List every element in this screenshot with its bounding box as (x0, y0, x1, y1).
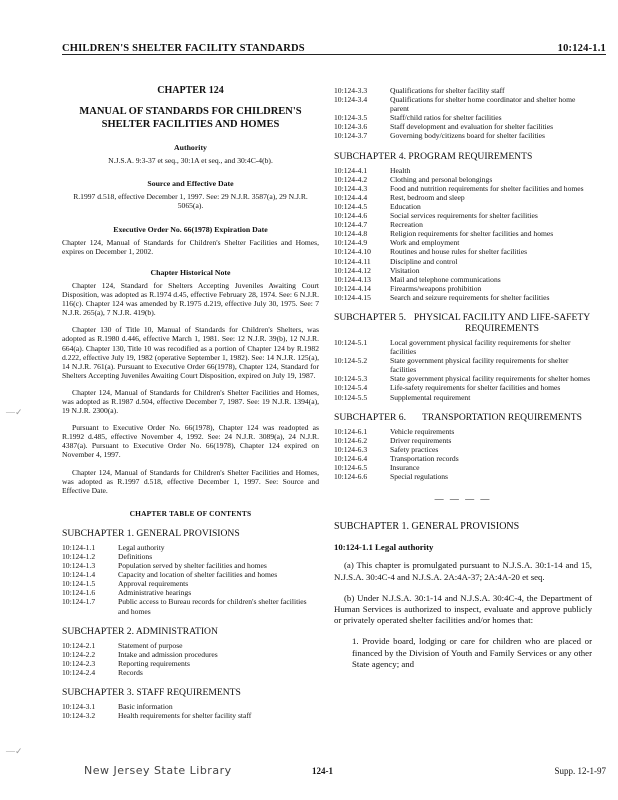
toc-list (62, 543, 319, 616)
history-heading: Chapter Historical Note (150, 267, 231, 277)
toc-entry: 10:124-1.7 Public access to Bureau records for children's shelter facilities and homes (62, 597, 307, 616)
toc-list (334, 166, 592, 302)
toc-subchapter-5: SUBCHAPTER 5. PHYSICAL FACILITY AND LIFE-SAFETY REQUIREMENTS (334, 311, 591, 334)
header-title: CHILDREN'S SHELTER FACILITY STANDARDS (62, 43, 305, 54)
toc-subchapter-1: SUBCHAPTER 1. GENERAL PROVISIONS (62, 527, 240, 539)
toc-entry: 10:124-4.10 Routines and house rules for shelter facilities (334, 247, 528, 257)
toc-entry: 10:124-4.13 Mail and telephone communications (334, 274, 501, 284)
body-subchapter-heading: SUBCHAPTER 1. GENERAL PROVISIONS (334, 521, 520, 533)
toc-subchapter-6: SUBCHAPTER 6. TRANSPORTATION REQUIREMENTS (334, 411, 582, 423)
left-column (62, 66, 319, 720)
source-text: R.1997 d.518, effective December 1, 1997. See: 29 N.J.R. 3587(a), 29 N.J.R. 5065(a). (73, 192, 308, 211)
eo-heading: Executive Order No. 66(1978) Expiration Date (113, 224, 268, 234)
authority-text: N.J.S.A. 9:3-37 et seq., 30:1A et seq., and 30:4C-4(b). (108, 156, 273, 166)
toc-entry: 10:124-1.1 Legal authority (62, 542, 165, 552)
section-divider: — — — — (434, 494, 492, 505)
header-section: 10:124-1.1 (557, 43, 606, 54)
toc-entry: 10:124-2.4 Records (62, 667, 143, 677)
page-number: 124-1 (312, 766, 333, 776)
toc-subchapter-3: SUBCHAPTER 3. STAFF REQUIREMENTS (62, 687, 241, 699)
toc-entry: 10:124-1.5 Approval requirements (62, 579, 189, 589)
toc-entry: 10:124-4.14 Firearms/weapons prohibition (334, 283, 482, 293)
toc-list (62, 702, 319, 720)
history-paragraph: Chapter 124, Standard for Shelters Accepting Juveniles Awaiting Court Disposition, was adopted as R.1974 d.45, effective February 28, 1974. See: 6 N.J.R. 116(c). Chapter 124 was amended by R.1975 d.219, effective July 30, 1975. See: 7 N.J.R. 265(a), 7 N.J.R. 419(b). (62, 280, 319, 318)
source-heading: Source and Effective Date (147, 179, 234, 189)
chapter-number: CHAPTER 124 (157, 85, 224, 96)
toc-entry: 10:124-4.2 Clothing and personal belongings (334, 174, 493, 184)
page-footer (62, 766, 606, 782)
library-watermark: New Jersey State Library (84, 764, 232, 777)
toc-heading: CHAPTER TABLE OF CONTENTS (129, 508, 252, 518)
section-paragraph: (b) Under N.J.S.A. 30:1-14 and N.J.S.A. 30:4C-4, the Department of Human Services is authorized to inspect, evaluate and approve publicly or privately operated shelter facilities and/or homes that: (334, 592, 592, 626)
toc-entry: 10:124-4.6 Social services requirements for shelter facilities (334, 211, 538, 221)
toc-entry: 10:124-4.11 Discipline and control (334, 256, 458, 266)
toc-entry: 10:124-6.3 Safety practices (334, 444, 439, 454)
toc-entry: 10:124-3.7 Governing body/citizens board for shelter facilities (334, 131, 545, 141)
toc-list (62, 641, 319, 677)
toc-subchapter-4: SUBCHAPTER 4. PROGRAM REQUIREMENTS (334, 150, 533, 162)
toc-entry: 10:124-3.1 Basic information (62, 702, 173, 712)
toc-entry: 10:124-3.2 Health requirements for shelter facility staff (62, 711, 252, 721)
toc-entry: 10:124-6.5 Insurance (334, 463, 420, 472)
toc-entry: 10:124-1.3 Population served by shelter facilities and homes (62, 561, 267, 571)
toc-entry: 10:124-6.2 Driver requirements (334, 435, 452, 445)
section-paragraph: 1. Provide board, lodging or care for children who are placed or financed by the Division of Youth and Family Services or any other State agency; and (352, 636, 592, 669)
running-header (62, 36, 606, 55)
toc-entry: 10:124-4.5 Education (334, 201, 421, 211)
toc-entry: 10:124-3.4 Qualifications for shelter home coordinator and shelter home parent (334, 95, 576, 114)
toc-entry: 10:124-4.12 Visitation (334, 265, 420, 275)
toc-entry: 10:124-5.4 Life-safety requirements for shelter facilities and homes (334, 383, 561, 393)
toc-list (334, 338, 592, 402)
toc-entry: 10:124-3.5 Staff/child ratios for shelter facilities (334, 113, 502, 123)
history-paragraph: Chapter 124, Manual of Standards for Children's Shelter Facilities and Homes, was adopted as R.1987 d.504, effective December 7, 1987. See: 19 N.J.R. 1394(a), 19 N.J.R. 2300(a). (62, 387, 319, 416)
eo-text: Chapter 124, Manual of Standards for Children's Shelter Facilities and Homes, expires on December 1, 2002. (62, 237, 319, 256)
toc-entry: 10:124-6.1 Vehicle requirements (334, 426, 455, 436)
history-paragraph: Chapter 130 of Title 10, Manual of Standards for Children's Shelters, was adopted as R.1980 d.446, effective March 1, 1981. See: 12 N.J.R. 39(b), 12 N.J.R. 664(a). Chapter 130, Title 10 was recodified as a portion of Chapter 124 by R.1982 d.222, effective July 19, 1982 (operative September 1, 1982). See: 14 N.J.R. 125(a), 14 N.J.R. 761(a). Pursuant to Executive Order 66(1978), Chapter 124, Standard for Shelters Accepting Juveniles Awaiting Court Disposition, expired on July 19, 1987. (62, 325, 319, 380)
history-paragraph: Chapter 124, Manual of Standards for Children's Shelter Facilities and Homes, was adopted as R.1997 d.518, effective December 1, 1997. See: Source and Effective Date. (62, 467, 319, 495)
toc-entry: 10:124-5.2 State government physical facility requirements for shelter facilities (334, 356, 569, 375)
toc-entry: 10:124-3.3 Qualifications for shelter facility staff (334, 86, 505, 95)
toc-entry: 10:124-3.6 Staff development and evaluation for shelter facilities (334, 122, 554, 132)
toc-subchapter-2: SUBCHAPTER 2. ADMINISTRATION (62, 625, 218, 637)
toc-entry: 10:124-6.4 Transportation records (334, 453, 459, 463)
toc-entry: 10:124-4.15 Search and seizure requirements for shelter facilities (334, 292, 550, 302)
authority-heading: Authority (174, 143, 207, 153)
toc-list (334, 86, 592, 141)
toc-entry: 10:124-4.3 Food and nutrition requirements for shelter facilities and homes (334, 183, 584, 193)
margin-mark: —✓ (6, 746, 23, 756)
toc-entry: 10:124-4.8 Religion requirements for shelter facilities and homes (334, 229, 554, 239)
toc-entry: 10:124-4.9 Work and employment (334, 238, 460, 248)
toc-entry: 10:124-4.4 Rest, bedroom and sleep (334, 192, 465, 202)
right-column (334, 86, 592, 680)
toc-entry: 10:124-2.1 Statement of purpose (62, 640, 183, 650)
section-paragraph: (a) This chapter is promulgated pursuant to N.J.S.A. 30:1-14 and 15, N.J.S.A. 30:4C-4 and N.J.S.A. 2A:4A-37; 2A:4A-20 et seq. (334, 560, 592, 582)
toc-entry: 10:124-1.6 Administrative hearings (62, 588, 192, 598)
toc-entry: 10:124-2.2 Intake and admission procedures (62, 649, 218, 659)
section-heading: 10:124-1.1 Legal authority (334, 542, 434, 553)
toc-entry: 10:124-5.3 State government physical facility requirements for shelter homes (334, 374, 591, 384)
toc-entry: 10:124-5.1 Local government physical facility requirements for shelter facilities (334, 337, 571, 357)
toc-list (334, 427, 592, 482)
supplement-date: Supp. 12-1-97 (554, 766, 606, 776)
toc-entry: 10:124-1.2 Definitions (62, 552, 153, 561)
toc-entry: 10:124-5.5 Supplemental requirement (334, 392, 471, 402)
margin-mark: —✓ (6, 407, 23, 417)
toc-entry: 10:124-4.7 Recreation (334, 220, 423, 230)
history-paragraph: Pursuant to Executive Order No. 66(1978), Chapter 124 was readopted as R.1992 d.485, effective November 4, 1992. See: 24 N.J.R. 3089(a), 24 N.J.R. 4387(a). Pursuant to Executive Order No. 66(1978), Chapter 124 expired on November 4, 1997. (62, 423, 319, 460)
toc-entry: 10:124-2.3 Reporting requirements (62, 658, 190, 668)
toc-entry: 10:124-4.1 Health (334, 165, 411, 175)
toc-entry: 10:124-6.6 Special regulations (334, 472, 448, 482)
toc-entry: 10:124-1.4 Capacity and location of shelter facilities and homes (62, 570, 278, 580)
chapter-title: MANUAL OF STANDARDS FOR CHILDREN'S SHELTER FACILITIES AND HOMES (79, 106, 302, 131)
